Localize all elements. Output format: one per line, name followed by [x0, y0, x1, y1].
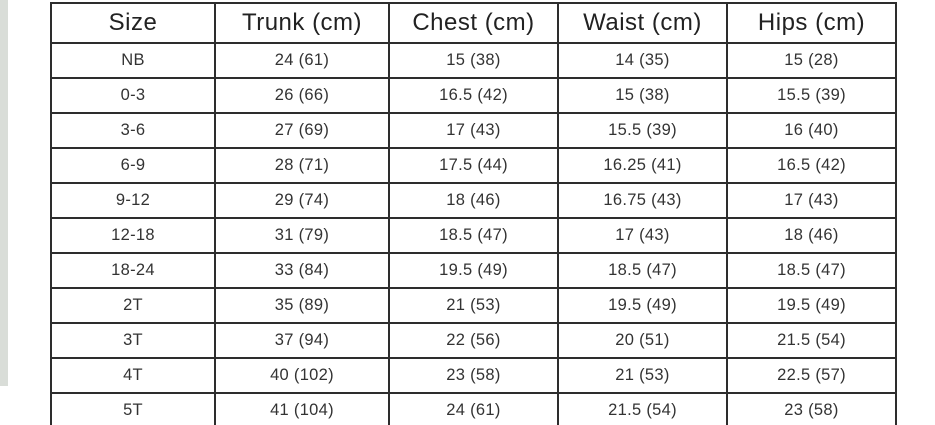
table-row: [51, 358, 896, 393]
table-row: [51, 78, 896, 113]
table-row: [51, 393, 896, 425]
size-cell: 0-3: [51, 78, 215, 113]
measurement-cell: 19.5 (49): [389, 253, 558, 288]
measurement-cell: 15.5 (39): [727, 78, 896, 113]
column-header: Waist (cm): [558, 3, 727, 43]
measurement-cell: 16 (40): [727, 113, 896, 148]
measurement-cell: 33 (84): [215, 253, 389, 288]
size-cell: NB: [51, 43, 215, 78]
measurement-cell: 17 (43): [389, 113, 558, 148]
measurement-cell: 15 (28): [727, 43, 896, 78]
size-cell: 5T: [51, 393, 215, 425]
column-header: Chest (cm): [389, 3, 558, 43]
table-row: [51, 183, 896, 218]
table-row: [51, 43, 896, 78]
table-row: [51, 253, 896, 288]
measurement-cell: 24 (61): [215, 43, 389, 78]
measurement-cell: 21 (53): [558, 358, 727, 393]
measurement-cell: 15.5 (39): [558, 113, 727, 148]
measurement-cell: 23 (58): [389, 358, 558, 393]
measurement-cell: 22 (56): [389, 323, 558, 358]
measurement-cell: 26 (66): [215, 78, 389, 113]
size-cell: 18-24: [51, 253, 215, 288]
size-cell: 3T: [51, 323, 215, 358]
measurement-cell: 24 (61): [389, 393, 558, 425]
measurement-cell: 16.25 (41): [558, 148, 727, 183]
measurement-cell: 15 (38): [558, 78, 727, 113]
column-header: Trunk (cm): [215, 3, 389, 43]
measurement-cell: 21 (53): [389, 288, 558, 323]
header-row: [51, 3, 896, 43]
measurement-cell: 17 (43): [558, 218, 727, 253]
measurement-cell: 14 (35): [558, 43, 727, 78]
table-row: [51, 288, 896, 323]
column-header: Hips (cm): [727, 3, 896, 43]
measurement-cell: 18.5 (47): [389, 218, 558, 253]
column-header: Size: [51, 3, 215, 43]
size-chart-table: [50, 2, 897, 425]
measurement-cell: 41 (104): [215, 393, 389, 425]
table-row: [51, 113, 896, 148]
table-row: [51, 323, 896, 358]
measurement-cell: 22.5 (57): [727, 358, 896, 393]
size-chart-body: [51, 43, 896, 425]
measurement-cell: 18 (46): [389, 183, 558, 218]
measurement-cell: 28 (71): [215, 148, 389, 183]
measurement-cell: 40 (102): [215, 358, 389, 393]
measurement-cell: 16.5 (42): [727, 148, 896, 183]
size-chart-header: [51, 3, 896, 43]
page-edge-strip: [0, 0, 8, 386]
measurement-cell: 31 (79): [215, 218, 389, 253]
measurement-cell: 23 (58): [727, 393, 896, 425]
size-cell: 2T: [51, 288, 215, 323]
measurement-cell: 19.5 (49): [558, 288, 727, 323]
measurement-cell: 20 (51): [558, 323, 727, 358]
measurement-cell: 18.5 (47): [727, 253, 896, 288]
measurement-cell: 37 (94): [215, 323, 389, 358]
measurement-cell: 27 (69): [215, 113, 389, 148]
measurement-cell: 29 (74): [215, 183, 389, 218]
size-cell: 9-12: [51, 183, 215, 218]
size-cell: 12-18: [51, 218, 215, 253]
measurement-cell: 15 (38): [389, 43, 558, 78]
measurement-cell: 16.75 (43): [558, 183, 727, 218]
table-row: [51, 218, 896, 253]
measurement-cell: 17 (43): [727, 183, 896, 218]
measurement-cell: 19.5 (49): [727, 288, 896, 323]
measurement-cell: 16.5 (42): [389, 78, 558, 113]
measurement-cell: 21.5 (54): [558, 393, 727, 425]
measurement-cell: 17.5 (44): [389, 148, 558, 183]
measurement-cell: 18 (46): [727, 218, 896, 253]
table-row: [51, 148, 896, 183]
size-cell: 6-9: [51, 148, 215, 183]
size-cell: 3-6: [51, 113, 215, 148]
size-cell: 4T: [51, 358, 215, 393]
measurement-cell: 21.5 (54): [727, 323, 896, 358]
measurement-cell: 35 (89): [215, 288, 389, 323]
measurement-cell: 18.5 (47): [558, 253, 727, 288]
